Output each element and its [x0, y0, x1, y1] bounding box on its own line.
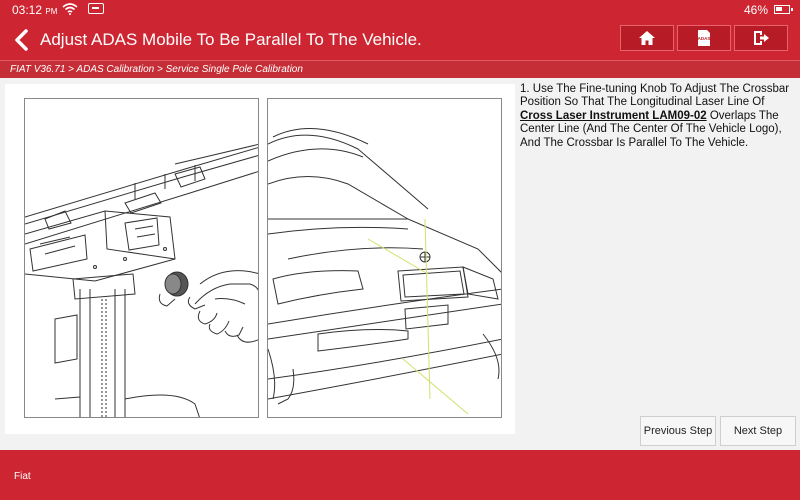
status-bar [0, 0, 800, 20]
exit-icon [752, 29, 770, 47]
svg-text:ADAS: ADAS [697, 36, 711, 41]
adas-icon [695, 29, 713, 47]
instrument-link[interactable]: Cross Laser Instrument LAM09-02 [520, 109, 707, 122]
device-icon [88, 3, 104, 14]
battery-icon [774, 5, 790, 14]
home-button[interactable] [620, 25, 674, 51]
previous-step-button[interactable]: Previous Step [640, 416, 716, 446]
vehicle-brand-label: Fiat [14, 471, 31, 482]
wifi-icon [62, 3, 78, 15]
instruction-text: 1. Use The Fine-tuning Knob To Adjust The Crossbar Position So That The Longitudinal Laser Line Of Cross Laser Instrument LAM09-02 Overlaps The Center Line (And The Center Of The Vehicle Logo), And The Crossbar Is Parallel To The Vehicle. [520, 83, 790, 149]
breadcrumb: FIAT V36.71 > ADAS Calibration > Service Single Pole Calibration [0, 60, 800, 78]
battery-level: 46% [743, 3, 768, 17]
crossbar-knob-illustration [24, 98, 259, 418]
next-step-button[interactable]: Next Step [720, 416, 796, 446]
vehicle-front-drawing [268, 99, 502, 418]
adas-button[interactable] [677, 25, 731, 51]
home-icon [638, 29, 656, 47]
illustration-panel [5, 84, 515, 434]
crossbar-knob-drawing [25, 99, 259, 418]
status-time: 03:12 PM [12, 3, 58, 17]
page-title: Adjust ADAS Mobile To Be Parallel To The Vehicle. [40, 30, 422, 49]
footer-bar [0, 450, 800, 500]
title-bar [0, 20, 800, 60]
exit-button[interactable] [734, 25, 788, 51]
back-arrow-icon[interactable] [8, 25, 36, 55]
vehicle-front-illustration [267, 98, 502, 418]
